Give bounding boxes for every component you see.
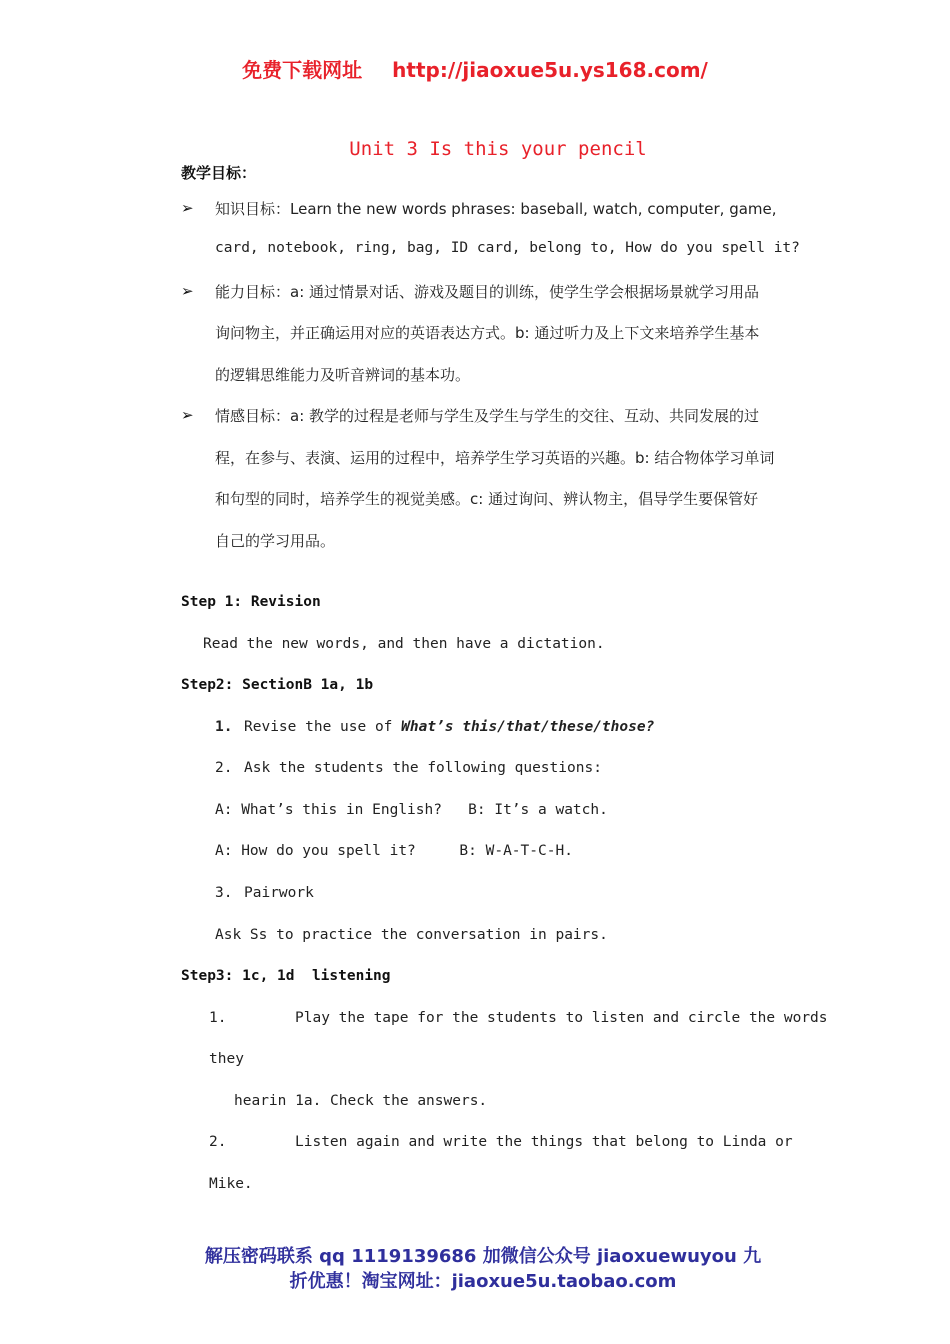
step2-item2-number: 2.: [215, 760, 233, 776]
step2-title: Step2: SectionB 1a, 1b: [181, 677, 374, 693]
ability-objective-line3: 的逻辑思维能力及听音辨词的基本功。: [215, 366, 471, 384]
emotion-objective-line4: 自己的学习用品。: [215, 532, 336, 550]
step2-item3-body: Ask Ss to practice the conversation in pairs.: [215, 927, 608, 943]
emotion-objective-line2: 程，在参与、表演、运用的过程中，培养学生学习英语的兴趣。b: 结合物体学习单词: [215, 449, 775, 467]
step1-body: Read the new words, and then have a dictation.: [203, 636, 605, 652]
footer-line2: 折优惠！淘宝网址：jiaoxue5u.taobao.com: [289, 1271, 677, 1292]
step2-item1-line: [244, 719, 654, 735]
step2-qa1: A: What’s this in English? B: It’s a watch.: [215, 802, 608, 818]
step1-title: Step 1: Revision: [181, 594, 321, 610]
step2-item1-italic: What’s this/that/these/those?: [401, 719, 655, 735]
step2-item3-number: 3.: [215, 885, 233, 901]
knowledge-objective-line1: 知识目标：Learn the new words phrases: baseball, watch, computer, game,: [215, 200, 777, 218]
bullet-arrow-icon: ➢: [181, 282, 194, 300]
header-banner: [0, 54, 950, 83]
knowledge-objective-line2: card, notebook, ring, bag, ID card, belong to, How do you spell it?: [215, 240, 800, 256]
step3-item1-text: Play the tape for the students to listen and circle the words: [295, 1010, 828, 1026]
emotion-objective-line1: 情感目标：a: 教学的过程是老师与学生及学生与学生的交往、互动、共同发展的过: [215, 407, 760, 425]
step3-item2-cont: Mike.: [209, 1176, 253, 1192]
bullet-arrow-icon: ➢: [181, 406, 194, 424]
emotion-objective-line3: 和句型的同时，培养学生的视觉美感。c: 通过询问、辨认物主，倡导学生要保管好: [215, 490, 759, 508]
step2-qa2: A: How do you spell it? B: W-A-T-C-H.: [215, 843, 573, 859]
step3-item1-cont2: hearin 1a. Check the answers.: [234, 1093, 488, 1109]
footer-line1: 解压密码联系 qq 1119139686 加微信公众号 jiaoxuewuyou 九: [204, 1246, 762, 1267]
step3-item2-text: Listen again and write the things that belong to Linda or: [295, 1134, 793, 1150]
header-url-link[interactable]: http://jiaoxue5u.ys168.com/: [392, 58, 708, 82]
step3-title: Step3: 1c, 1d listening: [181, 968, 391, 984]
header-label: 免费下载网址: [242, 58, 363, 82]
step2-item1-text: Revise the use of: [244, 719, 393, 735]
step2-item3-text: Pairwork: [244, 885, 314, 901]
ability-objective-line2: 询问物主，并正确运用对应的英语表达方式。b: 通过听力及上下文来培养学生基本: [215, 324, 760, 342]
bullet-arrow-icon: ➢: [181, 199, 194, 217]
step3-item2-number: 2.: [209, 1134, 227, 1150]
step3-item1-cont1: they: [209, 1051, 244, 1067]
ability-objective-line1: 能力目标：a: 通过情景对话、游戏及题目的训练，使学生学会根据场景就学习用品: [215, 283, 760, 301]
step2-item1-number: 1.: [215, 719, 233, 735]
step2-item2-text: Ask the students the following questions:: [244, 760, 602, 776]
objectives-heading: 教学目标：: [181, 164, 257, 182]
step3-item1-number: 1.: [209, 1010, 227, 1026]
page-title: Unit 3 Is this your pencil: [349, 138, 647, 160]
